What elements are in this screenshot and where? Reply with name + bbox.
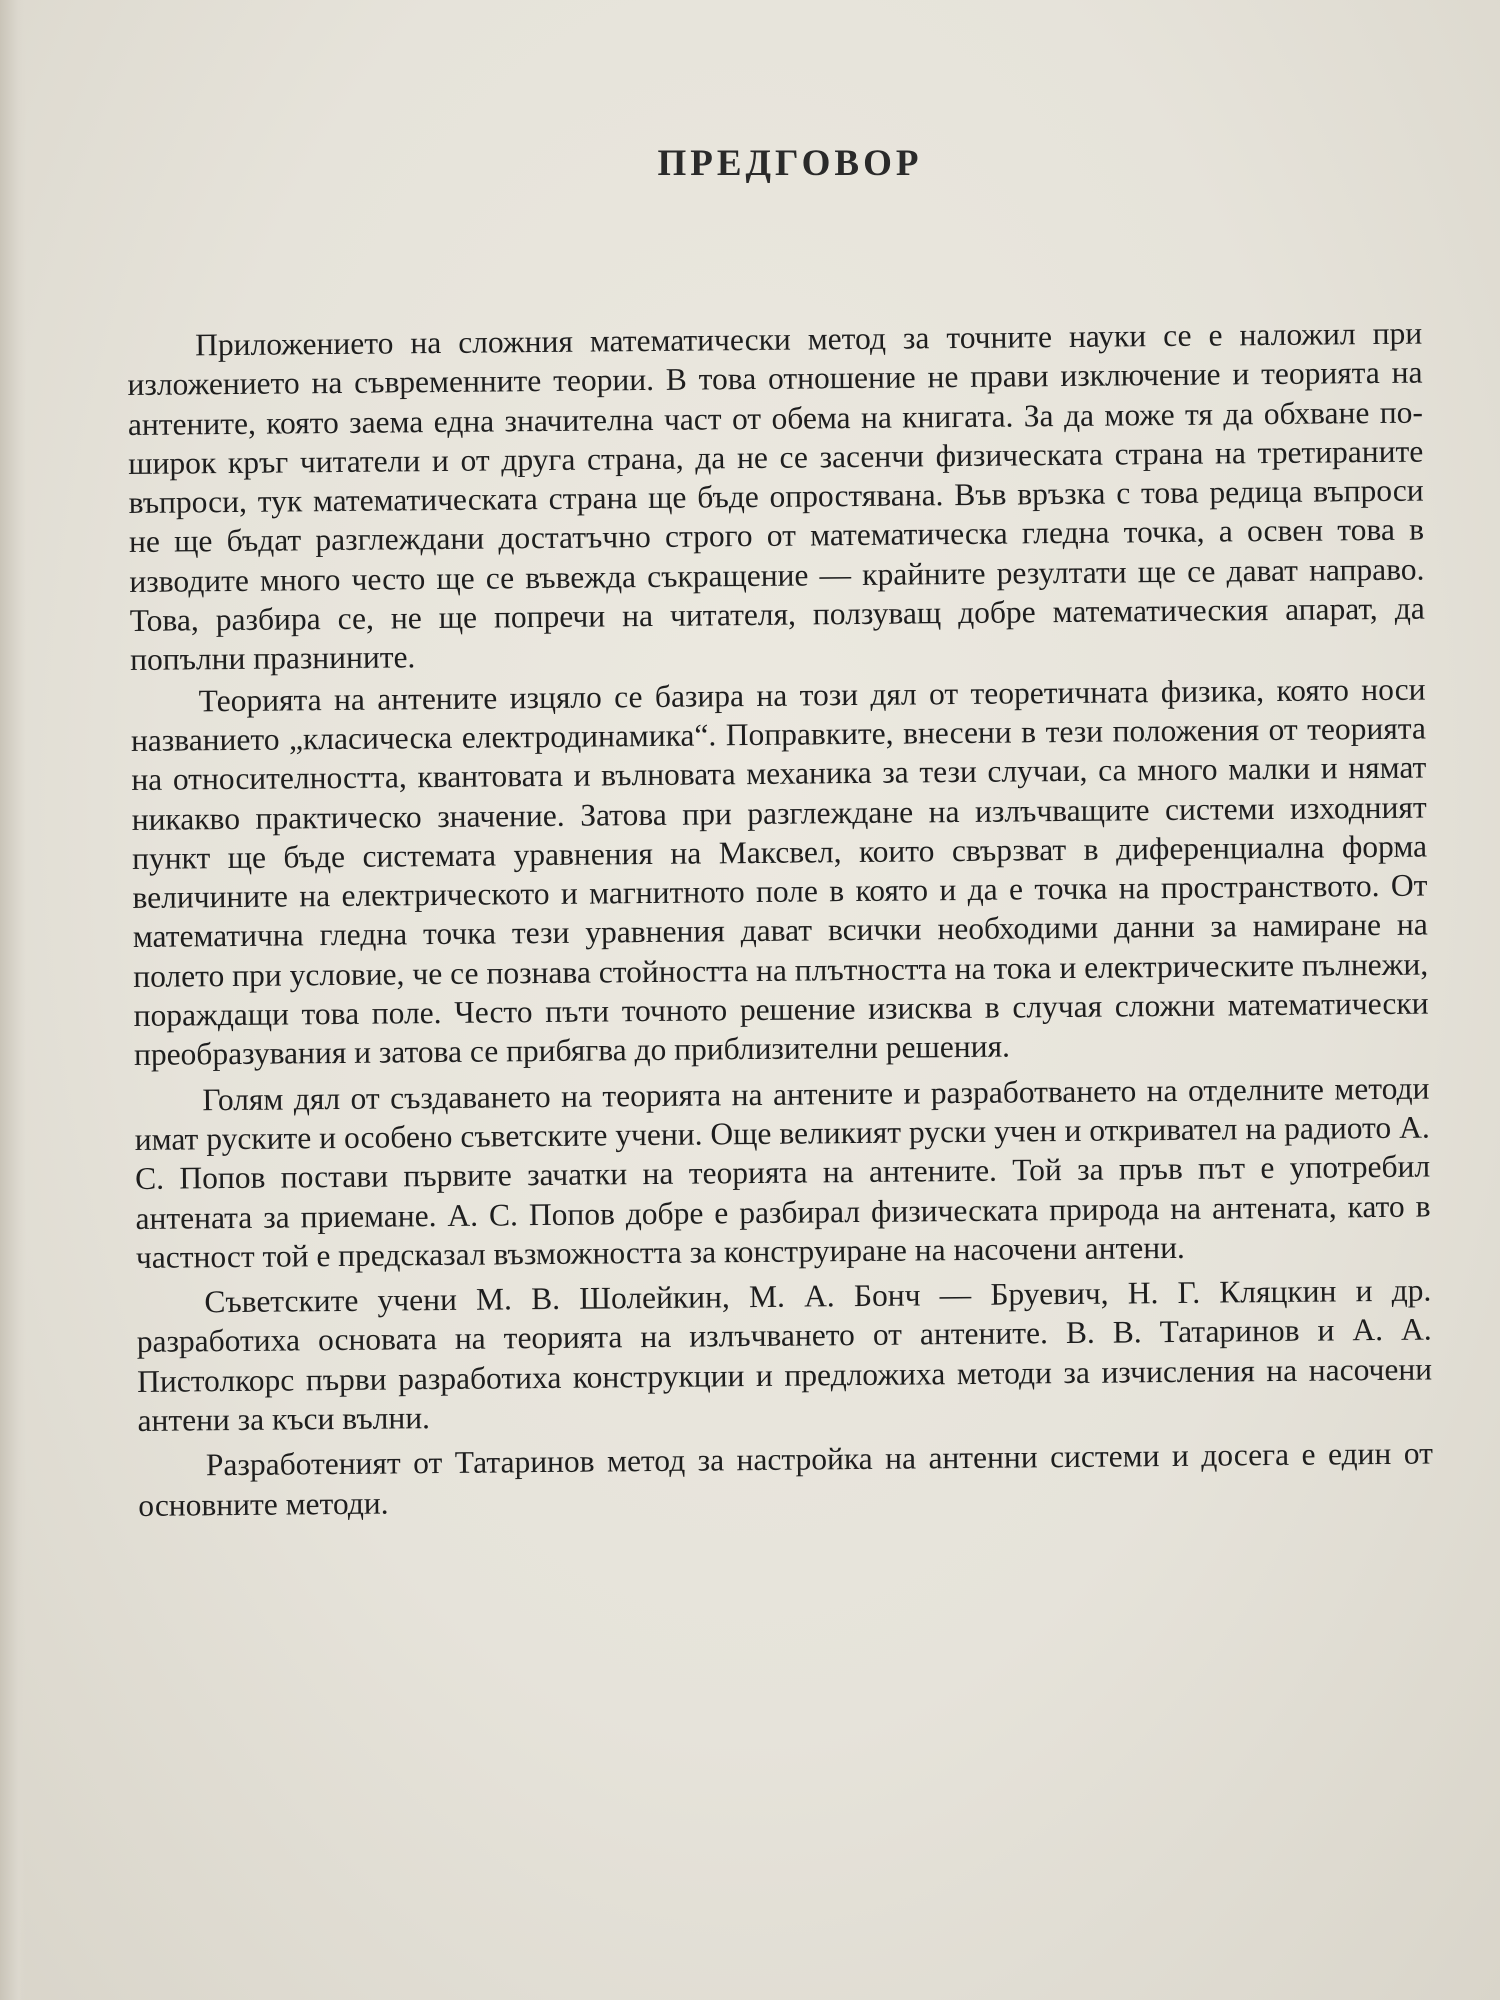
page-title: ПРЕДГОВОР [657, 143, 923, 184]
page-edge-shadow [0, 0, 26, 2000]
paragraph-1: Приложението на сложния математически метод за точните науки се е наложил при изложението на съвременните теории. В това отношение не прави изключение и теорията на антените, която заема една значителна част от обема на книгата. За да може тя да обхване по-широк кръг читатели и от друга страна, да не се засенчи физическата страна на третираните въпроси, тук математическата страна ще бъде опростявана. Във връзка с това редица въпроси не ще бъдат разглеждани достатъчно строго от математическа гледна точка, а освен това в изводите много често ще се въвежда съкращение — крайните резултати ще се дават направо. Това, разбира се, не ще попречи на читателя, ползуващ добре математическия апарат, да попълни празнините. [127, 315, 1425, 678]
preface-body [127, 314, 1433, 1525]
paragraph-3: Голям дял от създаването на теорията на антените и разработването на отделните методи имат руските и особено съветските учени. Още великият руски учен и откривател на радиото А. С. Попов постави първите зачатки на теорията на антените. Той за пръв път е употребил антената за приемане. А. С. Попов добре е разбирал физическата природа на антената, като в частност той е предсказал възможността за конструиране на насочени антени. [134, 1070, 1431, 1275]
paragraph-5: Разработеният от Татаринов метод за настройка на антенни системи и досега е един от основните методи. [138, 1435, 1434, 1523]
paragraph-4: Съветските учени М. В. Шолейкин, М. А. Бонч — Бруевич, Н. Г. Кляцкин и др. разработиха основата на теорията на излъчването от антените. В. В. Татаринов и А. А. Пистолкорс първи разработиха конструкции и предложиха методи за изчисления на насочени антени за къси вълни. [136, 1272, 1433, 1438]
paragraph-2: Теорията на антените изцяло се базира на този дял от теоретичната физика, която носи названието „класическа електродинамика“. Поправките, внесени в тези положения от теорията на относителността, квантовата и вълновата механика за тези случаи, са много малки и нямат никакво практическо значение. Затова при разглеждане на излъчващите системи изходният пункт ще бъде системата уравнения на Максвел, които свързват в диференциална форма величините на електрическото и магнитното поле в която и да е точка на пространството. От математична гледна точка тези уравнения дават всички необходими данни за намиране на полето при условие, че се познава стойността на плътността на тока и електрическите пълнежи, пораждащи това поле. Често пъти точното решение изисква в случая сложни математически преобразувания и затова се прибягва до приблизителни решения. [130, 671, 1429, 1073]
